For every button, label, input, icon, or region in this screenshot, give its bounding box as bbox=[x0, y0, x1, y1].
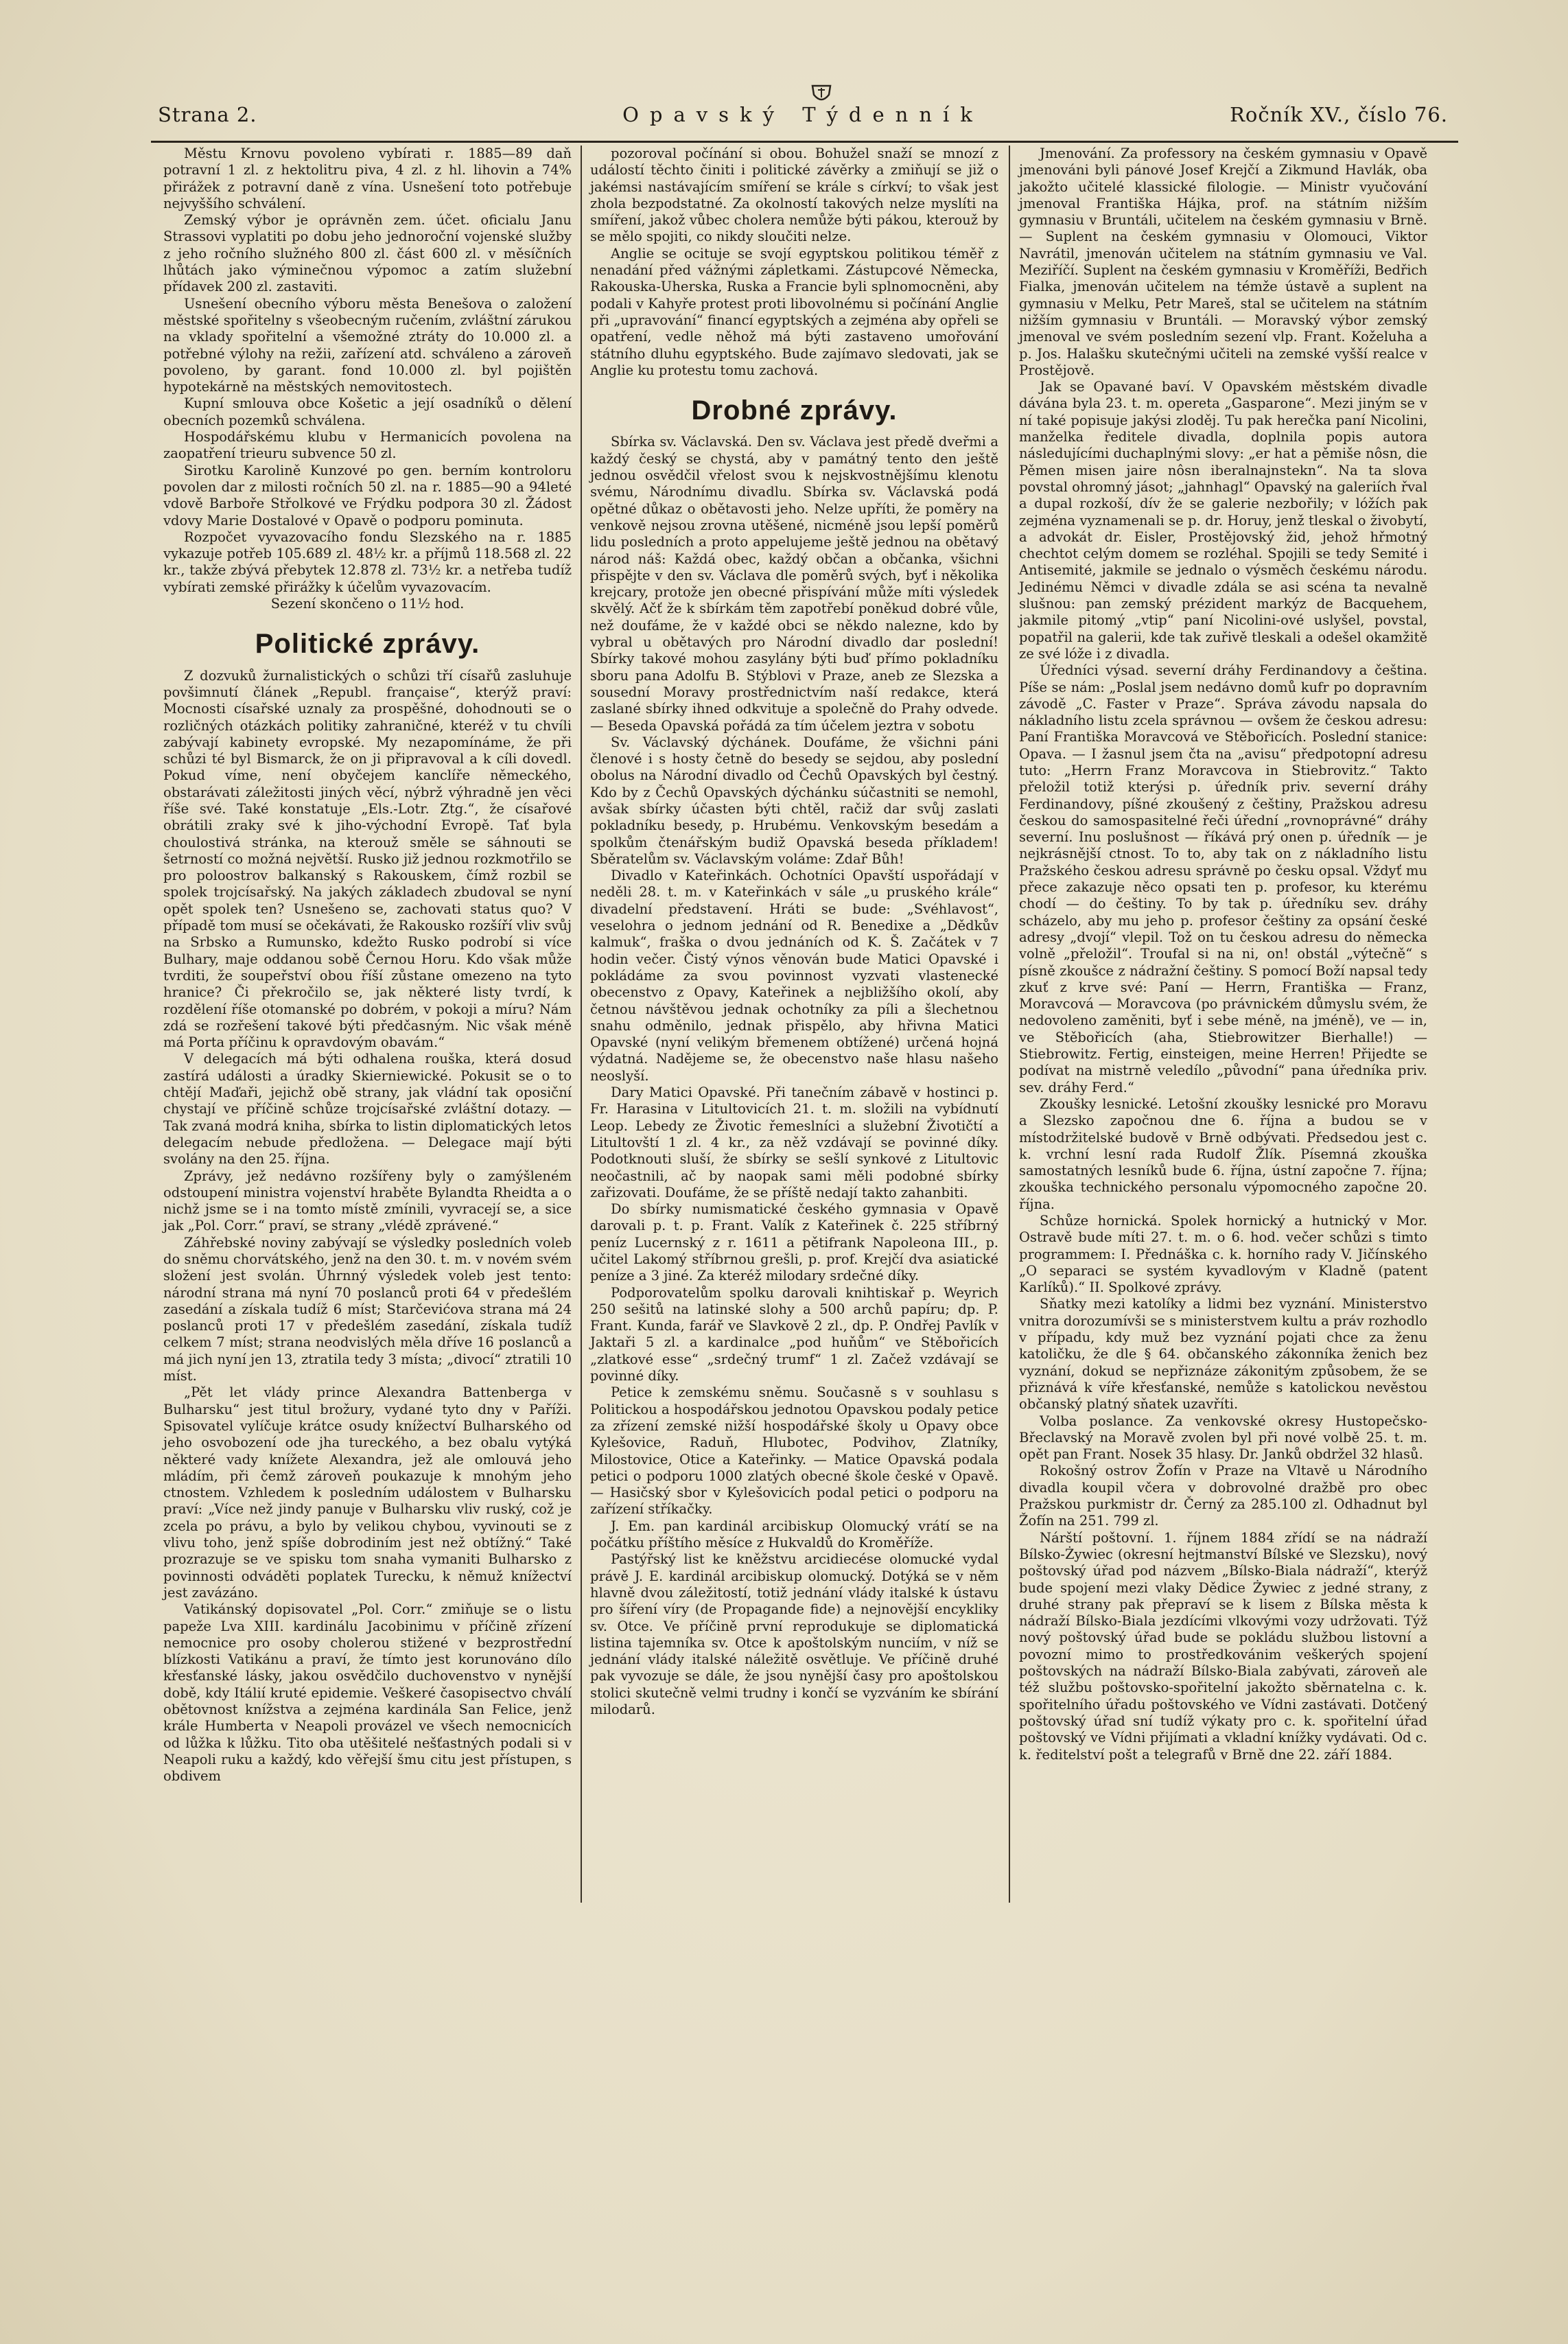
paragraph: V delegacích má býti odhalena rouška, která dosud zastírá události a úradky Skierniewické. Pokusit se o to chtějí Maďaři, jejichž obě strany, jak vládní tak oposiční chystají ve příčině schůze trojcísařské zvláštní dotazy. — Tak zvaná modrá kniha, sbírka to listin diplomatických letos delegacím nebude předložena. — Delegace mají býti svolány na den 25. října. bbox=[163, 1051, 572, 1168]
paragraph: Podporovatelům spolku darovali knihtiskař p. Weyrich 250 sešitů na latinské slohy a 500 archů papíru; dp. P. Frant. Kunda, farář ve Slavkově 2 zl., dp. P. Ondřej Pavlík v Jaktaři 5 zl. a kardinalce „pod huňům“ ve Stěbořicích „zlatkové esse“ „srdečný trumf“ 1 zl. Začež vzdávají se povinné díky. bbox=[590, 1284, 998, 1384]
header-rule bbox=[151, 141, 1458, 143]
column-2 bbox=[590, 146, 998, 1718]
paragraph: Jmenování. Za professory na českém gymnasiu v Opavě jmenováni byli pánové Josef Krejčí a Zikmund Havlák, oba jakožto učitelé klassické filologie. — Ministr vyučování jmenoval Františka Hájka, prof. na státním nižším gymnasiu v Bruntáli, učitelem na českém gymnasiu v Brně. — Suplent na českém gymnasiu v Olomouci, Viktor Navrátil, jmenován učitelem na státním gymnasiu ve Val. Meziříčí. Suplent na českém gymnasiu v Kroměříži, Bedřich Fialka, jmenován učitelem na témže ústavě a suplent na gymnasiu v Melku, Petr Mareš, stal se učitelem na státním nižším gymnasiu v Bruntáli. — Moravský výbor zemský jmenoval ve svém posledním sezení vlp. Frant. Koželuha a p. Jos. Halašku skutečnými učiteli na zemské vyšší realce v Prostějově. bbox=[1019, 146, 1427, 378]
paragraph: Kupní smlouva obce Košetic a její osadníků o dělení obecních pozemků schválena. bbox=[163, 395, 572, 428]
paragraph: Hospodářskému klubu v Hermanicích povolena na zaopatření trieuru subvence 50 zl. bbox=[163, 429, 572, 462]
paragraph: Sv. Václavský dýchánek. Doufáme, že všichni páni členové i s hosty četně do besedy se sejdou, aby poslední obolus na Národní divadlo od Čechů Opavských byl čestný. Kdo by z Čechů Opavských dýchánku súčastniti se nemohl, avšak sbírky účasten býti chtěl, račiž dar svůj zaslati pokladníku besedy, p. Hrubému. Venkovským besedám a spolkům čtenářským budiž Opavská beseda příkladem! Sběratelům sv. Václavským voláme: Zdař Bůh! bbox=[590, 734, 998, 867]
paragraph: Z dozvuků žurnalistických o schůzi tří císařů zasluhuje povšimnutí článek „Republ. française“, kterýž praví: Mocnosti císařské uznaly za prospěšné, dohodnouti se o rozličných otázkách politiky zahraničné, kteréž v tu chvíli zabývají kabinety evropské. My nezapomínáme, že při schůzi té byl Bismarck, že on ji připravoval a k cíli dovedl. Pokud víme, není obyčejem kanclíře německého, obstarávati záležitosti jiných věcí, nýbrž výhradně jen věci říše své. Také konstatuje „Els.-Lotr. Ztg.“, že císařové obrátili zraky své k jiho-východní Evropě. Tať byla choulostivá stránka, na kterouž směle se sáhnouti se šetrností co možná největší. Rusko již jednou rozkmotřilo se pro poloostrov balkanský s Rakouskem, čímž rozbil se spolek trojcísařský. Na jakých základech zbudoval se nyní opět spolek ten? Usnešeno se, zachovati status quo? V případě tom musí se očekávati, že Rakousko rozšíří vliv svůj na Srbsko a Rumunsko, kdežto Rusko podrobí si více Bulhary, maje oddanou sobě Černou Horu. Kdo však může tvrditi, že soupeřství obou říší zůstane omezeno na tyto hranice? Či překročilo se, jak některé listy tvrdí, k rozdělení říše otomanské po dobrém, v pokoji a míru? Nám zdá se rozřešení takové býti předčasným. Nic však méně má Porta příčinu k opravdovým obavám.“ bbox=[163, 667, 572, 1051]
section-heading: Politické zprávy. bbox=[255, 629, 480, 660]
column-1 bbox=[163, 146, 572, 1785]
paragraph: Pastýřský list ke kněžstvu arcidiecése olomucké vydal právě J. E. kardinál arcibiskup olomucký. Dotýká se v něm hlavně dvou záležitostí, totiž jednání vlády italské k ústavu pro šíření víry (de Propagande fide) a nejnovější encykliky sv. Otce. Ve příčině první reprodukuje se diplomatická listina tajemníka sv. Otce k apoštolským nunciím, v níž se jednání vlády italské náležitě osvětluje. Ve příčině druhé pak vyvozuje se dále, že jsou nynější časy pro apoštolskou stolici skutečně velmi trudny i končí se vyzváním ke sbírání milodarů. bbox=[590, 1551, 998, 1718]
paragraph: Volba poslance. Za venkovské okresy Hustopečsko-Břeclavský na Moravě zvolen byl při nové volbě 25. t. m. opět pan Frant. Nosek 35 hlasy. Dr. Janků obdržel 32 hlasů. bbox=[1019, 1413, 1427, 1463]
crest-icon bbox=[810, 84, 833, 104]
paragraph: Petice k zemskému sněmu. Současně s v souhlasu s Politickou a hospodářskou jednotou Opavskou podaly petice za zřízení zemské nižší hospodářské školy u Opavy obce Kylešovice, Raduň, Hlubotec, Podvihov, Zlatníky, Milostovice, Otice a Kateřinky. — Matice Opavská podala petici o podporu 1000 zlatých obecné škole české v Opavě. — Hasičský sbor v Kylešovicích podal petici o podporu na zařízení stříkačky. bbox=[590, 1384, 998, 1518]
paragraph: J. Em. pan kardinál arcibiskup Olomucký vrátí se na počátku příštího měsíce z Hukvaldů do Kroměříže. bbox=[590, 1518, 998, 1551]
column-divider bbox=[581, 146, 582, 1903]
paragraph: Městu Krnovu povoleno vybírati r. 1885—89 daň potravní 1 zl. z hektolitru piva, 4 zl. z hl. lihovin a 74% přirážek z potravní daně z vína. Usnešení toto potřebuje nejvyššího schválení. bbox=[163, 146, 572, 211]
paragraph: Do sbírky numismatické českého gymnasia v Opavě darovali p. t. p. Frant. Valík z Kateřinek č. 225 stříbrný peníz Lucernský z r. 1611 a pětifrank Napoleona III., p. učitel Lakomý stříbrnou grešli, p. prof. Krejčí dva asiatické peníze a 3 jiné. Za kteréž milodary srdečné díky. bbox=[590, 1201, 998, 1284]
paragraph: Vatikánský dopisovatel „Pol. Corr.“ zmiňuje se o listu papeže Lva XIII. kardinálu Jacobinimu v příčině zřízení nemocnice pro osoby cholerou stižené v bezprostřední blízkosti Vatikánu a praví, že tímto jest korunováno dílo křesťanské lásky, jakou osvědčilo duchovenstvo v nynější době, kdy Itálií kruté epidemie. Veškeré časopisectvo chválí obětovnost knížstva a zejména kardinála San Felice, jenž krále Humberta v Neapoli provázel ve všech nemocnicích od lůžka k lůžku. Tito oba utěšitelé nešťastných podali si v Neapoli ruku a každý, kdo věřejší šmu citu jest přístupen, s obdivem bbox=[163, 1601, 572, 1785]
paragraph: Dary Matici Opavské. Při tanečním zábavě v hostinci p. Fr. Harasina v Litultovicích 21. t. m. složili na vybídnutí Leop. Lebedy ze Životic řemeslníci a služební Životičtí a Litultovští 1 zl. 4 kr., za něž vzdávají se povinné díky. Podotknouti sluší, že sbírky se sešlí synkové z Litultovic neočastnili, ač by naopak sami měli podobné sbírky zařizovati. Doufáme, že se příště nedají takto zahanbiti. bbox=[590, 1084, 998, 1200]
paragraph: „Pět let vlády prince Alexandra Battenberga v Bulharsku“ jest titul brožury, vydané tyto dny v Paříži. Spisovatel vylíčuje krátce osudy knížectví Bulharského od jeho osvobození ode jha tureckého, a bez obalu vytýká některé vady knížete Alexandra, jež ale omlouvá jeho mládím, při čemž zároveň poukazuje k mnohým jeho ctnostem. Vzhledem k posledním událostem v Bulharsku praví: „Více než jindy panuje v Bulharsku vliv ruský, což je zcela po právu, a bylo by velikou chybou, vyvinouti se z vlivu toho, jenž spíše dobrodiním jest než obtížný.“ Také prozrazuje se ve spisku tom snaha vymaniti Bulharsko z povinnosti odváděti poplatek Turecku, k němuž knížectví jest zavázáno. bbox=[163, 1384, 572, 1601]
paragraph: Sbírka sv. Václavská. Den sv. Václava jest předě dveřmi a každý český se chystá, aby v památný tento den ještě jednou osvědčil vřelost svou k nejskvostnějšímu klenotu svému, Národnímu divadlu. Sbírka sv. Václavská podá opětné důkaz o obětavosti jeho. Nelze upříti, že poměry na venkově nejsou zrovna utěšené, nicméně jsou lepší poměrů lidu posledních a proto appelujeme ještě jednou na obětavý národ náš: Každá obec, každý občan a občanka, všichni přispějte v den sv. Václava dle poměrů svých, byť i několika krejcary, protože jen obecné přispívání může míti výsledek skvělý. Ačť že k sbírkám těm zapotřebí poněkud dobré vůle, než doufáme, že v každé obci se někdo nalezne, kdo by vybral u obětavých pro Národní divadlo dar poslední! Sbírky takové mohou zasylány býti buď přímo pokladníku sboru pana Adolfu B. Stýblovi v Praze, aneb ze Slezska a sousední Moravy prostřednictvím naší redakce, která zaslané sbírky ihned odkvituje a společně do Prahy odvede. — Beseda Opavská pořádá za tím účelem jeztra v sobotu bbox=[590, 434, 998, 734]
paragraph: Sňatky mezi katolíky a lidmi bez vyznání. Ministerstvo vnitra dorozumívši se s ministerstvem kultu a práv rozhodlo v případu, kdy muž bez vyznání pojati chce za ženu katoličku, že dle § 64. občanského zákonníka ženich bez vyznání, dokud se nepřiznáze zákonitým způsobem, že se přiznává k víře křesťanské, nemůže s katolickou nevěstou občanský platný sňatek uzavříti. bbox=[1019, 1296, 1427, 1413]
paragraph: Rokošný ostrov Žofín v Praze na Vltavě u Národního divadla koupil včera v dobrovolné dražbě pro obec Pražskou purkmistr dr. Černý za 285.100 zl. Odhadnut byl Žofín na 251. 799 zl. bbox=[1019, 1463, 1427, 1529]
paragraph: Zkoušky lesnické. Letošní zkoušky lesnické pro Moravu a Slezsko započnou dne 6. října a budou se v místodržitelské budově v Brně odbývati. Předsedou jest c. k. vrchní lesní rada Rudolf Žlík. Písemná zkouška samostatných lesníků bude 6. října, ústní započne 7. října; zkouška technického personalu výpomocného započne 20. října. bbox=[1019, 1095, 1427, 1212]
paragraph: Zemský výbor je oprávněn zem. účet. oficialu Janu Strassovi vyplatiti po dobu jeho jednoroční vojenské služby z jeho ročního služného 800 zl. část 600 zl. v měsíčních lhůtách jako výminečnou výpomoc a zatím služební přídavek 200 zl. zastaviti. bbox=[163, 212, 572, 295]
paragraph: Sirotku Karolině Kunzové po gen. berním kontroloru povolen dar z milosti ročních 50 zl. na r. 1885—90 a 94leté vdově Barboře Střolkové ve Frýdku podpora 30 zl. Žádost vdovy Marie Dostalové v Opavě o podporu pominuta. bbox=[163, 462, 572, 529]
paragraph: Nárští poštovní. 1. říjnem 1884 zřídí se na nádraží Bílsko-Żywiec (okresní hejtmanství Bílské ve Slezsku), nový poštovský úřad pod názvem „Bílsko-Biala nádraží“, kterýž bude spojení mezi vlaky Dědice Żywiec z jedné strany, z druhé strany pak přepraví se k lisem z Bílska města k nádraží Bílsko-Biala jezdícími vlkovými vozy udržovati. Týž nový poštovský úřad bude se pokládu službou listovní a povozní mimo to prostředkovánim veškerých spojení poštovských na nádraží Bílsko-Biala zabývati, zároveň ale též službu poštovsko-spořitelní jakožto sběrnatelna c. k. spořitelního úřadu poštovského ve Vídni zastávati. Dotčený poštovský úřad sní tudíž výkaty pro c. k. spořitelní úřad poštovský ve Vídni přijímati a vkladní knížky vydávati. Od c. k. ředitelství pošt a telegrafů v Brně dne 22. září 1884. bbox=[1019, 1529, 1427, 1763]
paragraph: Divadlo v Kateřinkách. Ochotníci Opavští uspořádají v neděli 28. t. m. v Kateřinkách v sále „u pruského krále“ divadelní představení. Hráti se bude: „Svéhlavost“, veselohra o jednom jednání od R. Benedixe a „Dědkův kalmuk“, fraška o dvou jednáních od K. Š. Začátek v 7 hodin večer. Čistý výnos věnován bude Matici Opavské i pokládáme za svou povinnost vyzvati vlastenecké obecenstvo z Opavy, Kateřinek a nejbližšího okolí, aby četnou návštěvou jednak ochotníky za píli a šlechetnou snahu odměnilo, jednak přispělo, aby hřivna Matici Opavské (nyní velikým břemenem obtížené) určená hojná výdatná. Nadějeme se, že obecenstvo naše hlasu našeho neoslyší. bbox=[590, 868, 998, 1084]
column-3 bbox=[1019, 146, 1427, 1763]
paragraph: Záhřebské noviny zabývají se výsledky posledních voleb do sněmu chorvátského, jenž na den 30. t. m. v novém svém složení jest svolán. Úhrnný výsledek voleb jest tento: národní strana má nyní 70 poslanců proti 64 v předešlém zasedání a získala tudíž 6 míst; Starčevićova strana má 24 poslanců proti 17 v předešlém zasedání, získala tudíž celkem 7 míst; strana neodvislých měla dříve 16 poslanců a má jich nyní jen 13, ztratila tedy 3 místa; „divocí“ ztratili 10 míst. bbox=[163, 1234, 572, 1384]
section-heading: Drobné zprávy. bbox=[691, 395, 898, 426]
masthead-title: Opavský Týdenník bbox=[622, 103, 983, 126]
paragraph: pozoroval počínání si obou. Bohužel snaží se mnozí z událostí těchto činiti i politické závěrky a zmiňují se již o jakémsi nastávajícím smíření se krále s církví; to však jest zhola bezpodstatné. Za okolností takových nelze myslíti na smíření, jakož vůbec cholera nemůže býti pákou, kterouž by se mělo spojiti, co nikdy sloučiti nelze. bbox=[590, 146, 998, 245]
paragraph: Schůze hornická. Spolek hornický a hutnický v Mor. Ostravě bude míti 27. t. m. o 6. hod. večer schůzi s timto programmem: I. Přednáška c. k. horního rady V. Jičínského „O separaci se systém kyvadlovým v Kladně (patent Karlíků).“ II. Spolkové zprávy. bbox=[1019, 1213, 1427, 1296]
paragraph: Anglie se ocituje se svojí egyptskou politikou téměř z nenadání před vážnými zápletkami. Zástupcové Německa, Rakouska-Uherska, Ruska a Francie byli splnomocněni, aby podali v Kahyře protest proti libovolnému si počínání Anglie při „upravování“ financí egyptských a zejména aby opřeli se opatření, vedle něhož má býti zastaveno umořování státního dluhu egyptského. Bude zajímavo sledovati, jak se Anglie ku protestu tomu zachová. bbox=[590, 245, 998, 378]
paragraph: Úředníci výsad. severní dráhy Ferdinandovy a čeština. Píše se nám: „Poslal jsem nedávno domů kufr po dopravním závodě „C. Faster v Praze“. Správa závodu napsala do nákladního listu zcela správnou — ovšem že českou adresu: Paní Františka Moravcová ve Stěbořicích. Poslední stanice: Opava. — I žasnul jsem čta na „avisu“ předpotopní adresu tuto: „Herrn Franz Moravcova in Stiebrovitz.“ Takto přeložil totiž kterýsi p. úředník priv. severní dráhy Ferdinandovy, píšné zkoušený z češtiny, Pražskou adresu českou do samospasitelné řeči úřední „rovnoprávné“ dráhy severní. Inu poslušnost — říkává prý onen p. úředník — je nejkrásnější ctnost. To to, aby tak on z nákladního listu Pražského českou adresu správně po česku opsal. Vždyť mu přece zakazuje něco opsati ten p. profesor, ku kterému chodí — do češtiny. To by tak p. úředníku sev. dráhy scházelo, aby mu jeho p. profesor češtiny za opsání české adresy „dvojí“ vlepil. Tož on tu českou adresu do německa volně „přeložil“. Troufal si na ni, on! obstál „výtečně“ s písně zkoušce z nádražní češtiny. S pomocí Boží napsal tedy zkuť z krve své: Paní — Herrn, Františka — Franz, Moravcová — Moravcova (po právnickém důmyslu svém, že nedovoleno zaměniti, byť i sebe méně, na jméně), ve — in, ve Stěbořicích (aha, Stiebrowitzer Bierhalle!) — Stiebrowitz. Fertig, einsteigen, meine Herren! Přijedte se podívat na mistrně veledílo „původní“ pana úředníka priv. sev. dráhy Ferd.“ bbox=[1019, 662, 1427, 1095]
column-divider bbox=[1009, 146, 1010, 1903]
paragraph: Usnešení obecního výboru města Benešova o založení městské spořitelny s všeobecným ručením, zvláštní zárukou na vklady spořitelní a všemožné ztráty do 10.000 zl. a potřebné výlohy na režii, zařízení atd. schváleno a zároveň povoleno, by garant. fond 10.000 zl. byl pojištěn hypotekárně na městských nemovitostech. bbox=[163, 295, 572, 395]
paragraph: Rozpočet vyvazovacího fondu Slezského na r. 1885 vykazuje potřeb 105.689 zl. 48½ kr. a příjmů 118.568 zl. 22 kr., takže zbývá přebytek 12.878 zl. 73½ kr. a netřeba tudíž vybírati zemské přirážky k účelům vyvazovacím. bbox=[163, 529, 572, 595]
page-number: Strana 2. bbox=[158, 103, 257, 126]
issue-number: Ročník XV., číslo 76. bbox=[1230, 103, 1448, 126]
paragraph: Jak se Opavané baví. V Opavském městském divadle dávána byla 23. t. m. opereta „Gasparone“. Mezi jiným se v ní také popisuje jakýsi zloděj. Tu pak herečka paní Nicolini, manželka ředitele divadla, doplnila popis autora následujícími duchaplnými slovy: „er hat a pěmiše nôsn, die Pěmen misen jaire nôsn iberalnajnstekn“. Na ta slova povstal ohromný jásot; „jahnhagl“ Opavský na galeriích řval a dupal rozkoší, dív že se galerie nezbořily; v lóžích pak zejména vyznamenali se p. dr. Horuy, jenž tleskal o živobytí, a advokát dr. Eisler, Prostějovský žid, jehož hřmotný chechtot celým domem se rozléhal. Spojili se tedy Semité i Antisemité, jakmile se jednalo o výsměch českému národu. Jedinému Němci v divadle zdála se asi scéna ta nevalně slušnou: pan zemský prézident markýz de Bacquehem, jakmile pitomý „vtip“ paní Nicolini-ové uslyšel, povstal, popatřil na galerii, kde tak zuřivě tleskali a odešel okamžitě ze své lóže i z divadla. bbox=[1019, 379, 1427, 662]
page-header bbox=[158, 103, 1448, 144]
paragraph: Sezení skončeno o 11½ hod. bbox=[270, 596, 465, 612]
paragraph: Zprávy, jež nedávno rozšířeny byly o zamýšleném odstoupení ministra vojenství hraběte Bylandta Rheidta a o nichž jsme se i na tomto místě zmínili, vyvracejí se, a sice jak „Pol. Corr.“ praví, se strany „vlédě zprávené.“ bbox=[163, 1168, 572, 1234]
